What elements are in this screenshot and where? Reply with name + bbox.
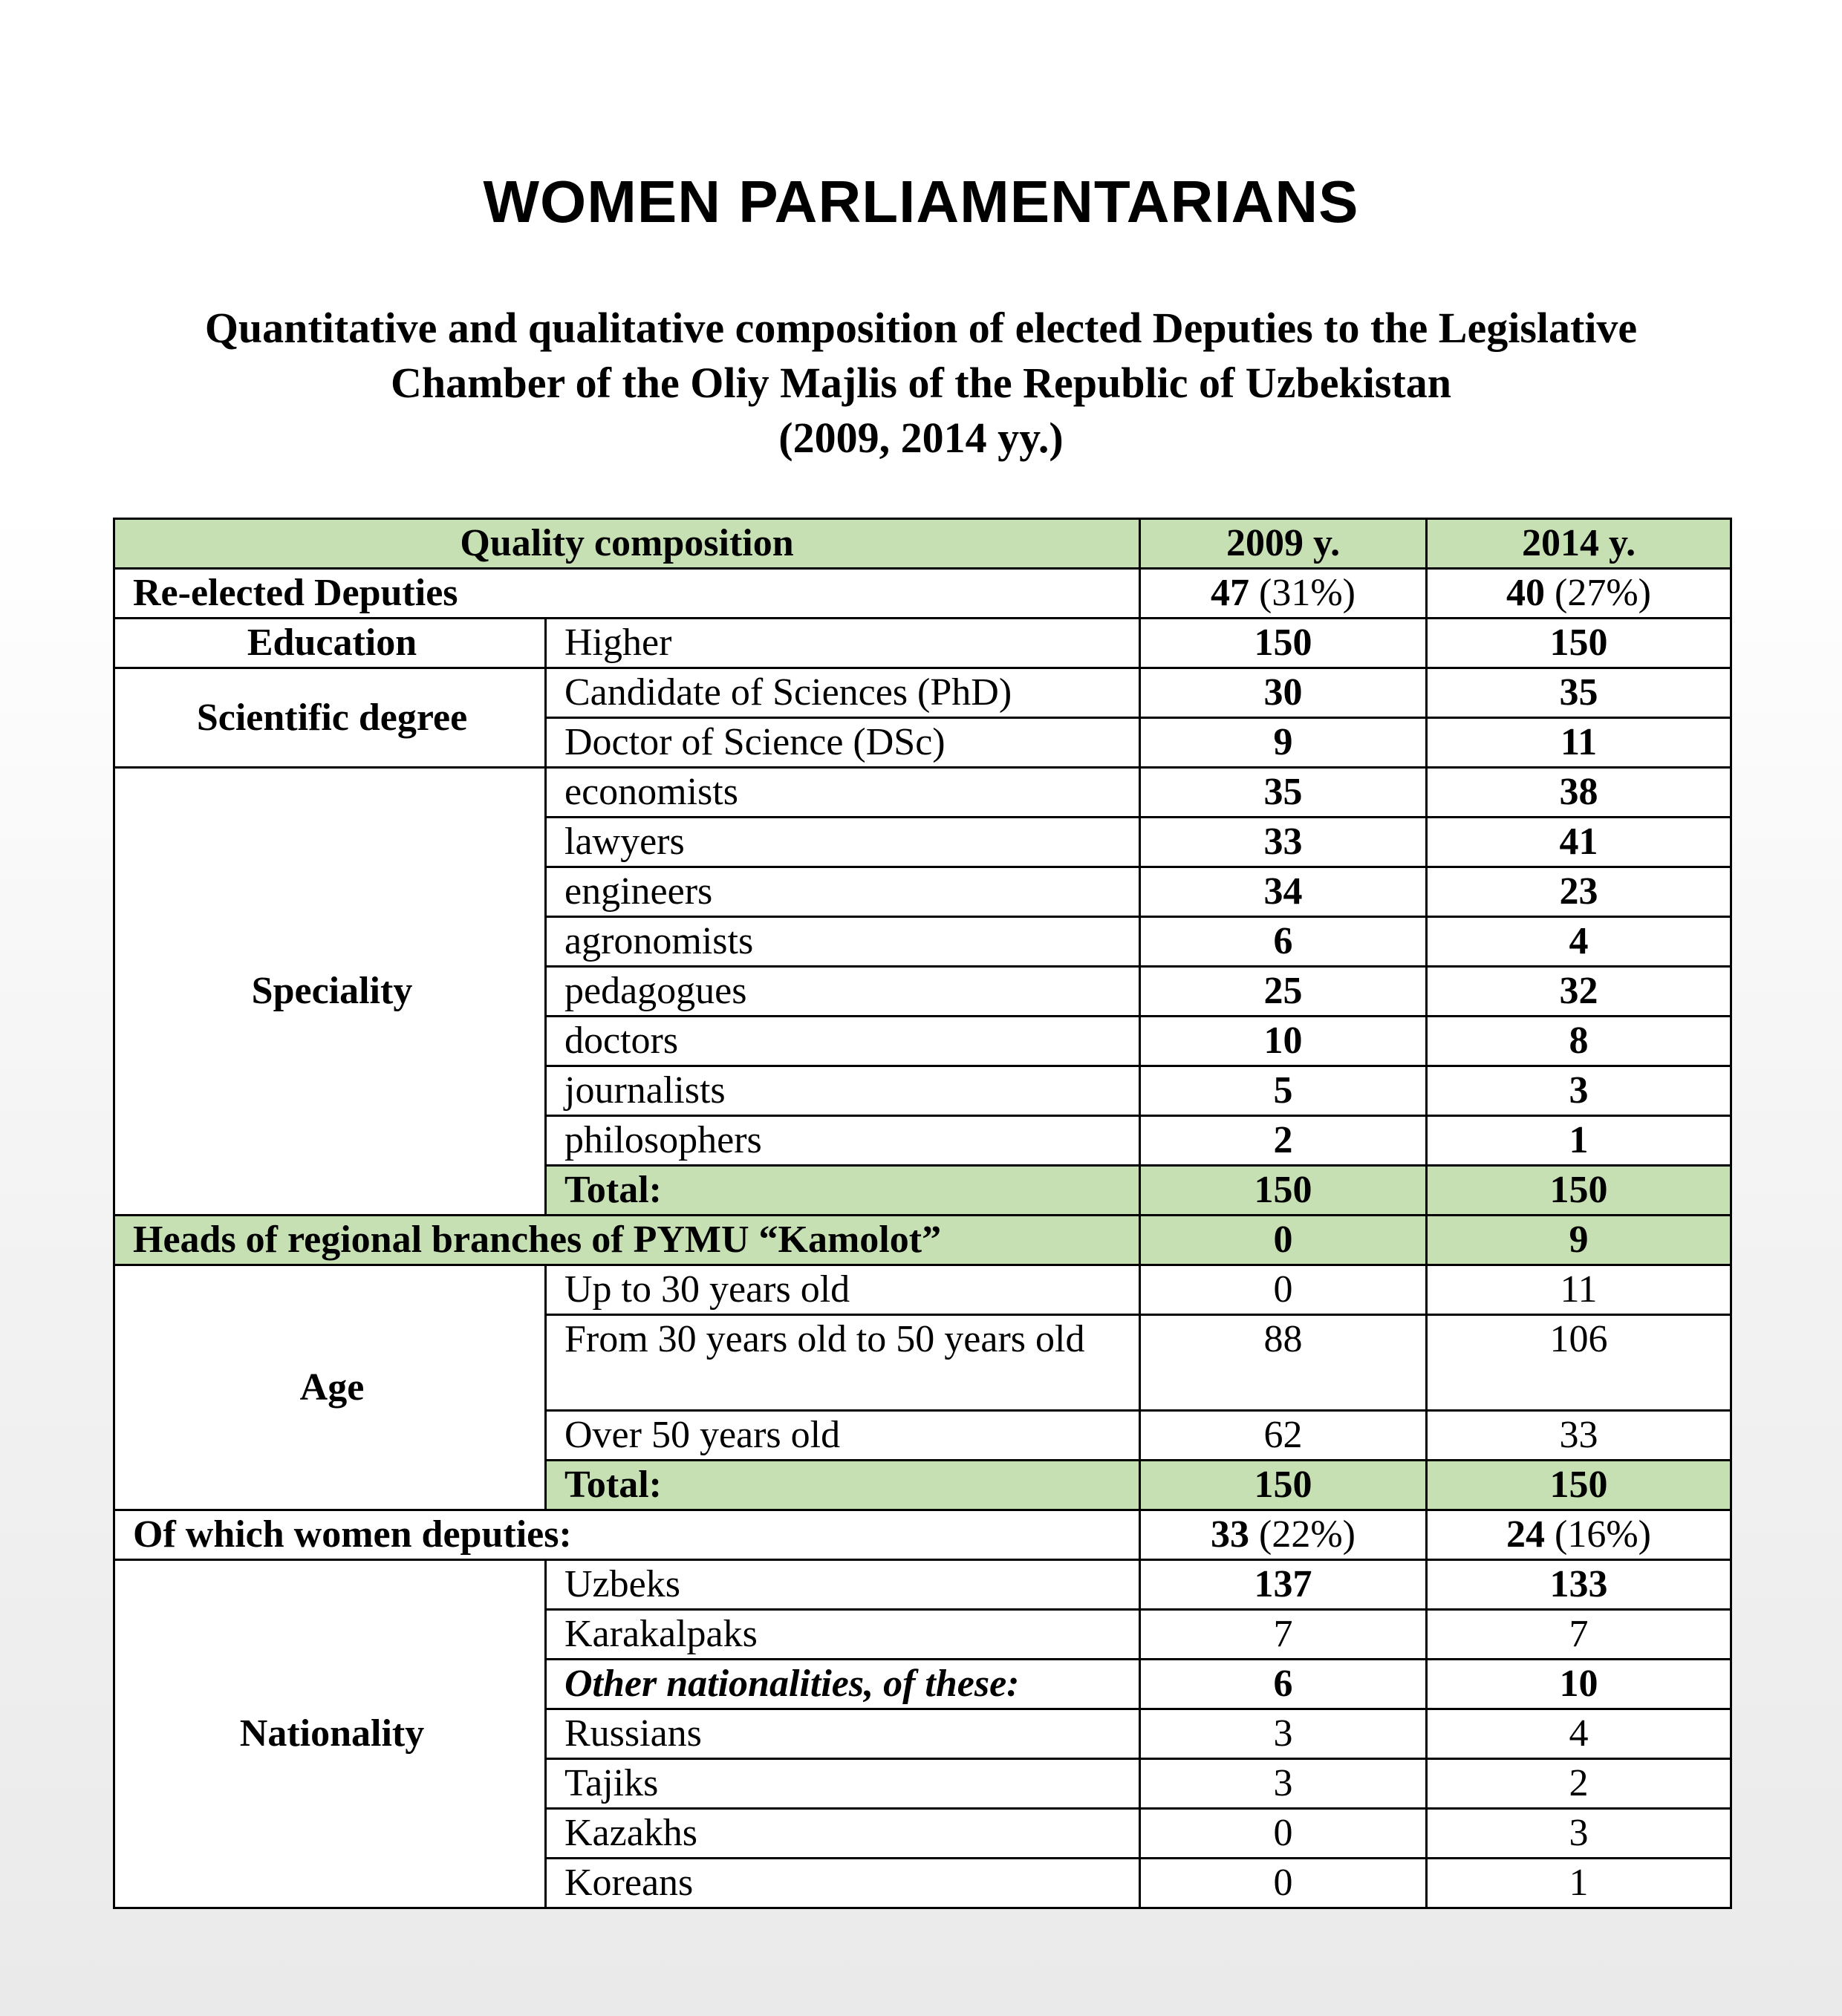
value-2009: 0 — [1140, 1265, 1427, 1315]
value-2014: 1 — [1427, 1859, 1731, 1908]
header-quality-composition: Quality composition — [114, 519, 1140, 569]
total-2009: 150 — [1140, 1461, 1427, 1510]
reelected-2009-percent: (31%) — [1249, 572, 1356, 614]
reelected-2014-count: 40 — [1506, 572, 1546, 614]
category-speciality: Speciality — [114, 768, 546, 1216]
women-label: Of which women deputies: — [114, 1510, 1140, 1560]
row-label: From 30 years old to 50 years old — [546, 1315, 1140, 1411]
row-label: philosophers — [546, 1116, 1140, 1166]
row-label: Tajiks — [546, 1759, 1140, 1809]
women-2009-percent: (22%) — [1249, 1513, 1356, 1556]
women-2014-percent: (16%) — [1545, 1513, 1651, 1556]
value-2014: 1 — [1427, 1116, 1731, 1166]
row-label: Koreans — [546, 1859, 1140, 1908]
reelected-2009 — [1140, 569, 1427, 619]
women-2014 — [1427, 1510, 1731, 1560]
value-2009: 6 — [1140, 917, 1427, 967]
caption-line-1: Quantitative and qualitative composition of elected Deputies to the Legislative — [204, 304, 1638, 352]
value-2014: 11 — [1427, 1265, 1731, 1315]
value-2009: 3 — [1140, 1759, 1427, 1809]
total-2014: 150 — [1427, 1166, 1731, 1216]
total-2009: 150 — [1140, 1166, 1427, 1216]
row-label: Doctor of Science (DSc) — [546, 718, 1140, 768]
value-2014: 2 — [1427, 1759, 1731, 1809]
heads-2014: 9 — [1427, 1216, 1731, 1265]
category-age: Age — [114, 1265, 546, 1510]
row-label: journalists — [546, 1066, 1140, 1116]
page-title: WOMEN PARLIAMENTARIANS — [483, 169, 1359, 235]
value-2014: 150 — [1427, 619, 1731, 668]
total-2014: 150 — [1427, 1461, 1731, 1510]
value-2009: 0 — [1140, 1809, 1427, 1859]
value-2009: 137 — [1140, 1560, 1427, 1610]
value-2009: 88 — [1140, 1315, 1427, 1411]
value-2014: 4 — [1427, 917, 1731, 967]
value-2009: 150 — [1140, 619, 1427, 668]
row-label: Kazakhs — [546, 1809, 1140, 1859]
row-label: Candidate of Sciences (PhD) — [546, 668, 1140, 718]
value-2014: 41 — [1427, 818, 1731, 867]
value-2009: 9 — [1140, 718, 1427, 768]
table-row — [114, 1265, 1731, 1315]
value-2014: 10 — [1427, 1660, 1731, 1709]
header-2009: 2009 y. — [1140, 519, 1427, 569]
value-2009: 5 — [1140, 1066, 1427, 1116]
heads-2009: 0 — [1140, 1216, 1427, 1265]
table-row — [114, 668, 1731, 718]
value-2009: 10 — [1140, 1017, 1427, 1066]
row-label: lawyers — [546, 818, 1140, 867]
row-label: Other nationalities, of these: — [546, 1660, 1140, 1709]
table-row-heads — [114, 1216, 1731, 1265]
value-2009: 35 — [1140, 768, 1427, 818]
row-label: Over 50 years old — [546, 1411, 1140, 1461]
table-row-reelected — [114, 569, 1731, 619]
value-2014: 3 — [1427, 1809, 1731, 1859]
value-2014: 3 — [1427, 1066, 1731, 1116]
reelected-label: Re-elected Deputies — [114, 569, 1140, 619]
caption-line-3: (2009, 2014 yy.) — [778, 414, 1064, 462]
value-2014: 106 — [1427, 1315, 1731, 1411]
table-row — [114, 1560, 1731, 1610]
women-2009-count: 33 — [1211, 1513, 1250, 1556]
total-label: Total: — [546, 1461, 1140, 1510]
value-2009: 33 — [1140, 818, 1427, 867]
value-2014: 35 — [1427, 668, 1731, 718]
row-label: agronomists — [546, 917, 1140, 967]
table-row-women — [114, 1510, 1731, 1560]
caption-line-2: Chamber of the Oliy Majlis of the Republic of Uzbekistan — [391, 359, 1451, 407]
women-2014-count: 24 — [1506, 1513, 1546, 1556]
header-2014: 2014 y. — [1427, 519, 1731, 569]
row-label: Higher — [546, 619, 1140, 668]
category-scientific-degree: Scientific degree — [114, 668, 546, 768]
row-label: Karakalpaks — [546, 1610, 1140, 1660]
value-2009: 62 — [1140, 1411, 1427, 1461]
value-2014: 8 — [1427, 1017, 1731, 1066]
reelected-2009-count: 47 — [1211, 572, 1250, 614]
women-2009 — [1140, 1510, 1427, 1560]
row-label: pedagogues — [546, 967, 1140, 1017]
value-2009: 2 — [1140, 1116, 1427, 1166]
value-2014: 32 — [1427, 967, 1731, 1017]
value-2014: 33 — [1427, 1411, 1731, 1461]
row-label: Russians — [546, 1709, 1140, 1759]
table-caption — [89, 301, 1753, 466]
row-label: engineers — [546, 867, 1140, 917]
reelected-2014 — [1427, 569, 1731, 619]
heads-label: Heads of regional branches of PYMU “Kamolot” — [114, 1216, 1140, 1265]
value-2014: 11 — [1427, 718, 1731, 768]
value-2014: 23 — [1427, 867, 1731, 917]
value-2009: 3 — [1140, 1709, 1427, 1759]
composition-table — [113, 518, 1732, 1909]
table-row — [114, 619, 1731, 668]
reelected-2014-percent: (27%) — [1545, 572, 1651, 614]
value-2014: 7 — [1427, 1610, 1731, 1660]
row-label: doctors — [546, 1017, 1140, 1066]
row-label: Up to 30 years old — [546, 1265, 1140, 1315]
value-2009: 6 — [1140, 1660, 1427, 1709]
category-nationality: Nationality — [114, 1560, 546, 1908]
value-2014: 4 — [1427, 1709, 1731, 1759]
value-2009: 7 — [1140, 1610, 1427, 1660]
value-2014: 133 — [1427, 1560, 1731, 1610]
value-2009: 0 — [1140, 1859, 1427, 1908]
table-row — [114, 768, 1731, 818]
table-header-row — [114, 519, 1731, 569]
row-label: Uzbeks — [546, 1560, 1140, 1610]
value-2014: 38 — [1427, 768, 1731, 818]
value-2009: 34 — [1140, 867, 1427, 917]
value-2009: 30 — [1140, 668, 1427, 718]
value-2009: 25 — [1140, 967, 1427, 1017]
total-label: Total: — [546, 1166, 1140, 1216]
row-label: economists — [546, 768, 1140, 818]
category-education: Education — [114, 619, 546, 668]
